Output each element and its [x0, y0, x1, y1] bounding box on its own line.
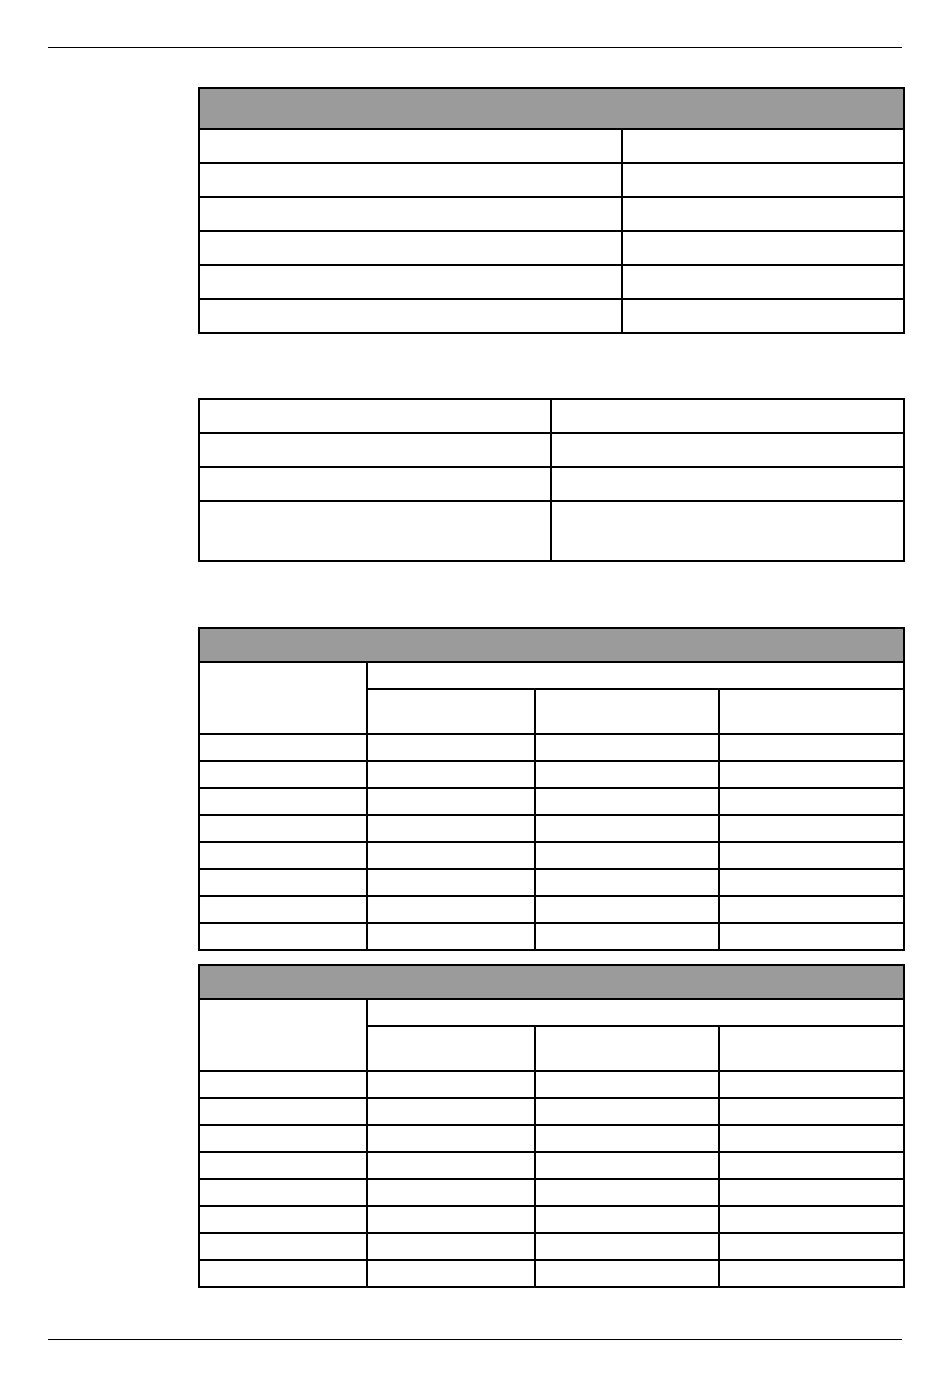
table-row: [199, 1260, 904, 1287]
table-cell: [199, 231, 622, 265]
table-cell: [622, 197, 904, 231]
table-cell: [719, 788, 904, 815]
table-cell: [199, 923, 367, 950]
table-row: [199, 842, 904, 869]
table-cell: [551, 501, 904, 561]
table-cell: [719, 1260, 904, 1287]
table-cell: [535, 788, 719, 815]
table-cell: [199, 1260, 367, 1287]
table-cell: [199, 1233, 367, 1260]
table-cell: [367, 896, 535, 923]
table-cell: [199, 163, 622, 197]
table-cell: [367, 1071, 535, 1098]
table-row: [199, 788, 904, 815]
table-cell: [719, 1152, 904, 1179]
table-cell: [199, 1125, 367, 1152]
table-cell: [535, 1260, 719, 1287]
table-row: [199, 197, 904, 231]
table-cell: [535, 1071, 719, 1098]
table-cell: [719, 1071, 904, 1098]
table-row: [199, 467, 904, 501]
table-4-sub-header: [535, 1026, 719, 1071]
table-1: [198, 87, 905, 334]
table-row: [199, 129, 904, 163]
table-cell: [622, 265, 904, 299]
table-cell: [719, 1098, 904, 1125]
table-row: [199, 815, 904, 842]
table-cell: [535, 1206, 719, 1233]
table-cell: [535, 1098, 719, 1125]
table-cell: [535, 842, 719, 869]
table-4: [198, 964, 905, 1288]
table-row: [199, 163, 904, 197]
table-4-group-header: [367, 999, 904, 1026]
table-4-sub-header: [719, 1026, 904, 1071]
table-cell: [535, 1179, 719, 1206]
table-1-title-row: [199, 88, 904, 129]
table-cell: [199, 842, 367, 869]
table-3-group-header-row: [199, 662, 904, 689]
table-cell: [367, 788, 535, 815]
table-cell: [367, 1260, 535, 1287]
table-row: [199, 1071, 904, 1098]
table-cell: [199, 433, 551, 467]
table-row: [199, 1125, 904, 1152]
table-cell: [199, 1206, 367, 1233]
table-cell: [199, 788, 367, 815]
table-cell: [719, 734, 904, 761]
table-cell: [535, 1152, 719, 1179]
table-cell: [199, 265, 622, 299]
table-3-row-header: [199, 662, 367, 734]
table-cell: [199, 1152, 367, 1179]
table-row: [199, 399, 904, 433]
table-cell: [719, 761, 904, 788]
table-cell: [367, 1206, 535, 1233]
table-3: [198, 627, 905, 951]
table-4-title: [199, 965, 904, 999]
table-3-group-header: [367, 662, 904, 689]
table-cell: [199, 299, 622, 333]
table-cell: [719, 1125, 904, 1152]
table-row: [199, 896, 904, 923]
table-cell: [367, 1233, 535, 1260]
table-cell: [551, 399, 904, 433]
table-cell: [199, 896, 367, 923]
table-cell: [535, 761, 719, 788]
table-row: [199, 265, 904, 299]
table-3-sub-header: [535, 689, 719, 734]
table-cell: [367, 869, 535, 896]
table-row: [199, 1152, 904, 1179]
table-3-title-row: [199, 628, 904, 662]
table-row: [199, 433, 904, 467]
table-cell: [719, 842, 904, 869]
table-4-title-row: [199, 965, 904, 999]
table-cell: [199, 1071, 367, 1098]
table-cell: [719, 923, 904, 950]
table-cell: [719, 1206, 904, 1233]
table-cell: [367, 761, 535, 788]
table-cell: [622, 129, 904, 163]
table-cell: [535, 1233, 719, 1260]
table-cell: [719, 1233, 904, 1260]
table-row: [199, 761, 904, 788]
table-cell: [535, 734, 719, 761]
table-cell: [622, 299, 904, 333]
table-row: [199, 501, 904, 561]
table-cell: [367, 734, 535, 761]
table-3-title: [199, 628, 904, 662]
table-cell: [199, 815, 367, 842]
table-cell: [622, 163, 904, 197]
table-2: [198, 398, 905, 562]
table-row: [199, 1233, 904, 1260]
table-4-group-header-row: [199, 999, 904, 1026]
table-row: [199, 1098, 904, 1125]
table-cell: [535, 923, 719, 950]
table-cell: [535, 1125, 719, 1152]
table-row: [199, 869, 904, 896]
table-cell: [199, 1098, 367, 1125]
table-cell: [199, 761, 367, 788]
table-3-sub-header: [719, 689, 904, 734]
table-cell: [719, 896, 904, 923]
table-4-row-header: [199, 999, 367, 1071]
table-cell: [622, 231, 904, 265]
table-3-sub-header: [367, 689, 535, 734]
table-cell: [719, 815, 904, 842]
table-row: [199, 923, 904, 950]
table-cell: [199, 129, 622, 163]
table-cell: [199, 1179, 367, 1206]
table-cell: [535, 869, 719, 896]
table-cell: [535, 896, 719, 923]
table-1-title: [199, 88, 904, 129]
table-cell: [719, 869, 904, 896]
table-cell: [199, 734, 367, 761]
table-cell: [199, 197, 622, 231]
table-cell: [551, 433, 904, 467]
table-cell: [367, 815, 535, 842]
page-header-rule: [48, 47, 902, 48]
table-cell: [199, 399, 551, 433]
table-row: [199, 299, 904, 333]
table-row: [199, 1206, 904, 1233]
table-cell: [719, 1179, 904, 1206]
table-cell: [551, 467, 904, 501]
table-cell: [535, 815, 719, 842]
page-footer-rule: [48, 1339, 902, 1340]
table-row: [199, 231, 904, 265]
table-cell: [367, 842, 535, 869]
table-cell: [199, 501, 551, 561]
table-cell: [367, 923, 535, 950]
table-cell: [199, 467, 551, 501]
table-cell: [367, 1179, 535, 1206]
table-cell: [367, 1125, 535, 1152]
table-cell: [367, 1098, 535, 1125]
table-row: [199, 734, 904, 761]
table-row: [199, 1179, 904, 1206]
table-4-sub-header: [367, 1026, 535, 1071]
table-cell: [199, 869, 367, 896]
table-cell: [367, 1152, 535, 1179]
